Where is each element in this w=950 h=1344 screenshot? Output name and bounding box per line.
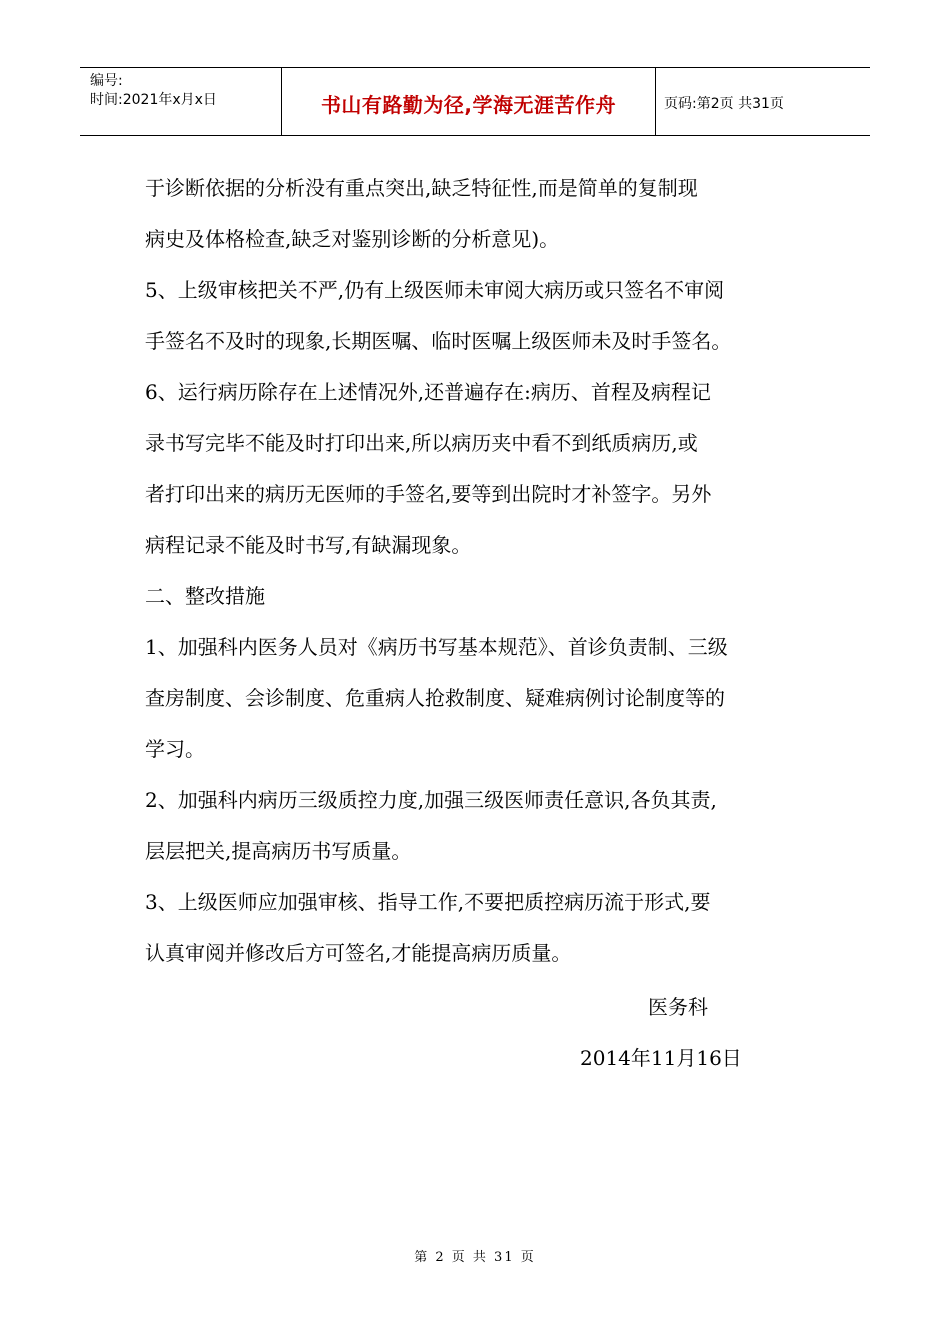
document-time-label: 时间:2021年x月x日 <box>90 92 217 108</box>
document-number-label: 编号: <box>90 73 123 89</box>
body-line: 1、加强科内医务人员对《病历书写基本规范》、首诊负责制、三级 <box>145 635 728 659</box>
header-meta <box>80 68 282 135</box>
body-line: 认真审阅并修改后方可签名,才能提高病历质量。 <box>145 941 572 965</box>
body-line: 者打印出来的病历无医师的手签名,要等到出院时才补签字。另外 <box>145 482 712 506</box>
body-line: 录书写完毕不能及时打印出来,所以病历夹中看不到纸质病历,或 <box>145 431 698 455</box>
body-line: 病程记录不能及时书写,有缺漏现象。 <box>145 533 472 557</box>
body-line: 查房制度、会诊制度、危重病人抢救制度、疑难病例讨论制度等的 <box>145 686 725 710</box>
body-line: 层层把关,提高病历书写质量。 <box>145 839 412 863</box>
page-header <box>80 67 870 136</box>
body-line: 病史及体格检查,缺乏对鉴别诊断的分析意见)。 <box>145 227 560 251</box>
body-line: 6、运行病历除存在上述情况外,还普遍存在:病历、首程及病程记 <box>145 380 711 404</box>
page-footer: 第 2 页 共 31 页 <box>414 1250 536 1265</box>
body-line: 5、上级审核把关不严,仍有上级医师未审阅大病历或只签名不审阅 <box>145 278 725 302</box>
body-line: 3、上级医师应加强审核、指导工作,不要把质控病历流于形式,要 <box>145 890 711 914</box>
section-heading: 二、整改措施 <box>145 584 265 608</box>
body-line: 手签名不及时的现象,长期医嘱、临时医嘱上级医师未及时手签名。 <box>145 329 732 353</box>
header-page-code: 页码:第2页 共31页 <box>664 95 784 112</box>
header-motto: 书山有路勤为径,学海无涯苦作舟 <box>282 68 656 135</box>
signature-department: 医务科 <box>648 995 708 1019</box>
body-line: 2、加强科内病历三级质控力度,加强三级医师责任意识,各负其责, <box>145 788 717 812</box>
document-body <box>145 163 835 979</box>
body-line: 于诊断依据的分析没有重点突出,缺乏特征性,而是简单的复制现 <box>145 176 698 200</box>
signature-date: 2014年11月16日 <box>580 1046 742 1070</box>
body-line: 学习。 <box>145 737 205 761</box>
